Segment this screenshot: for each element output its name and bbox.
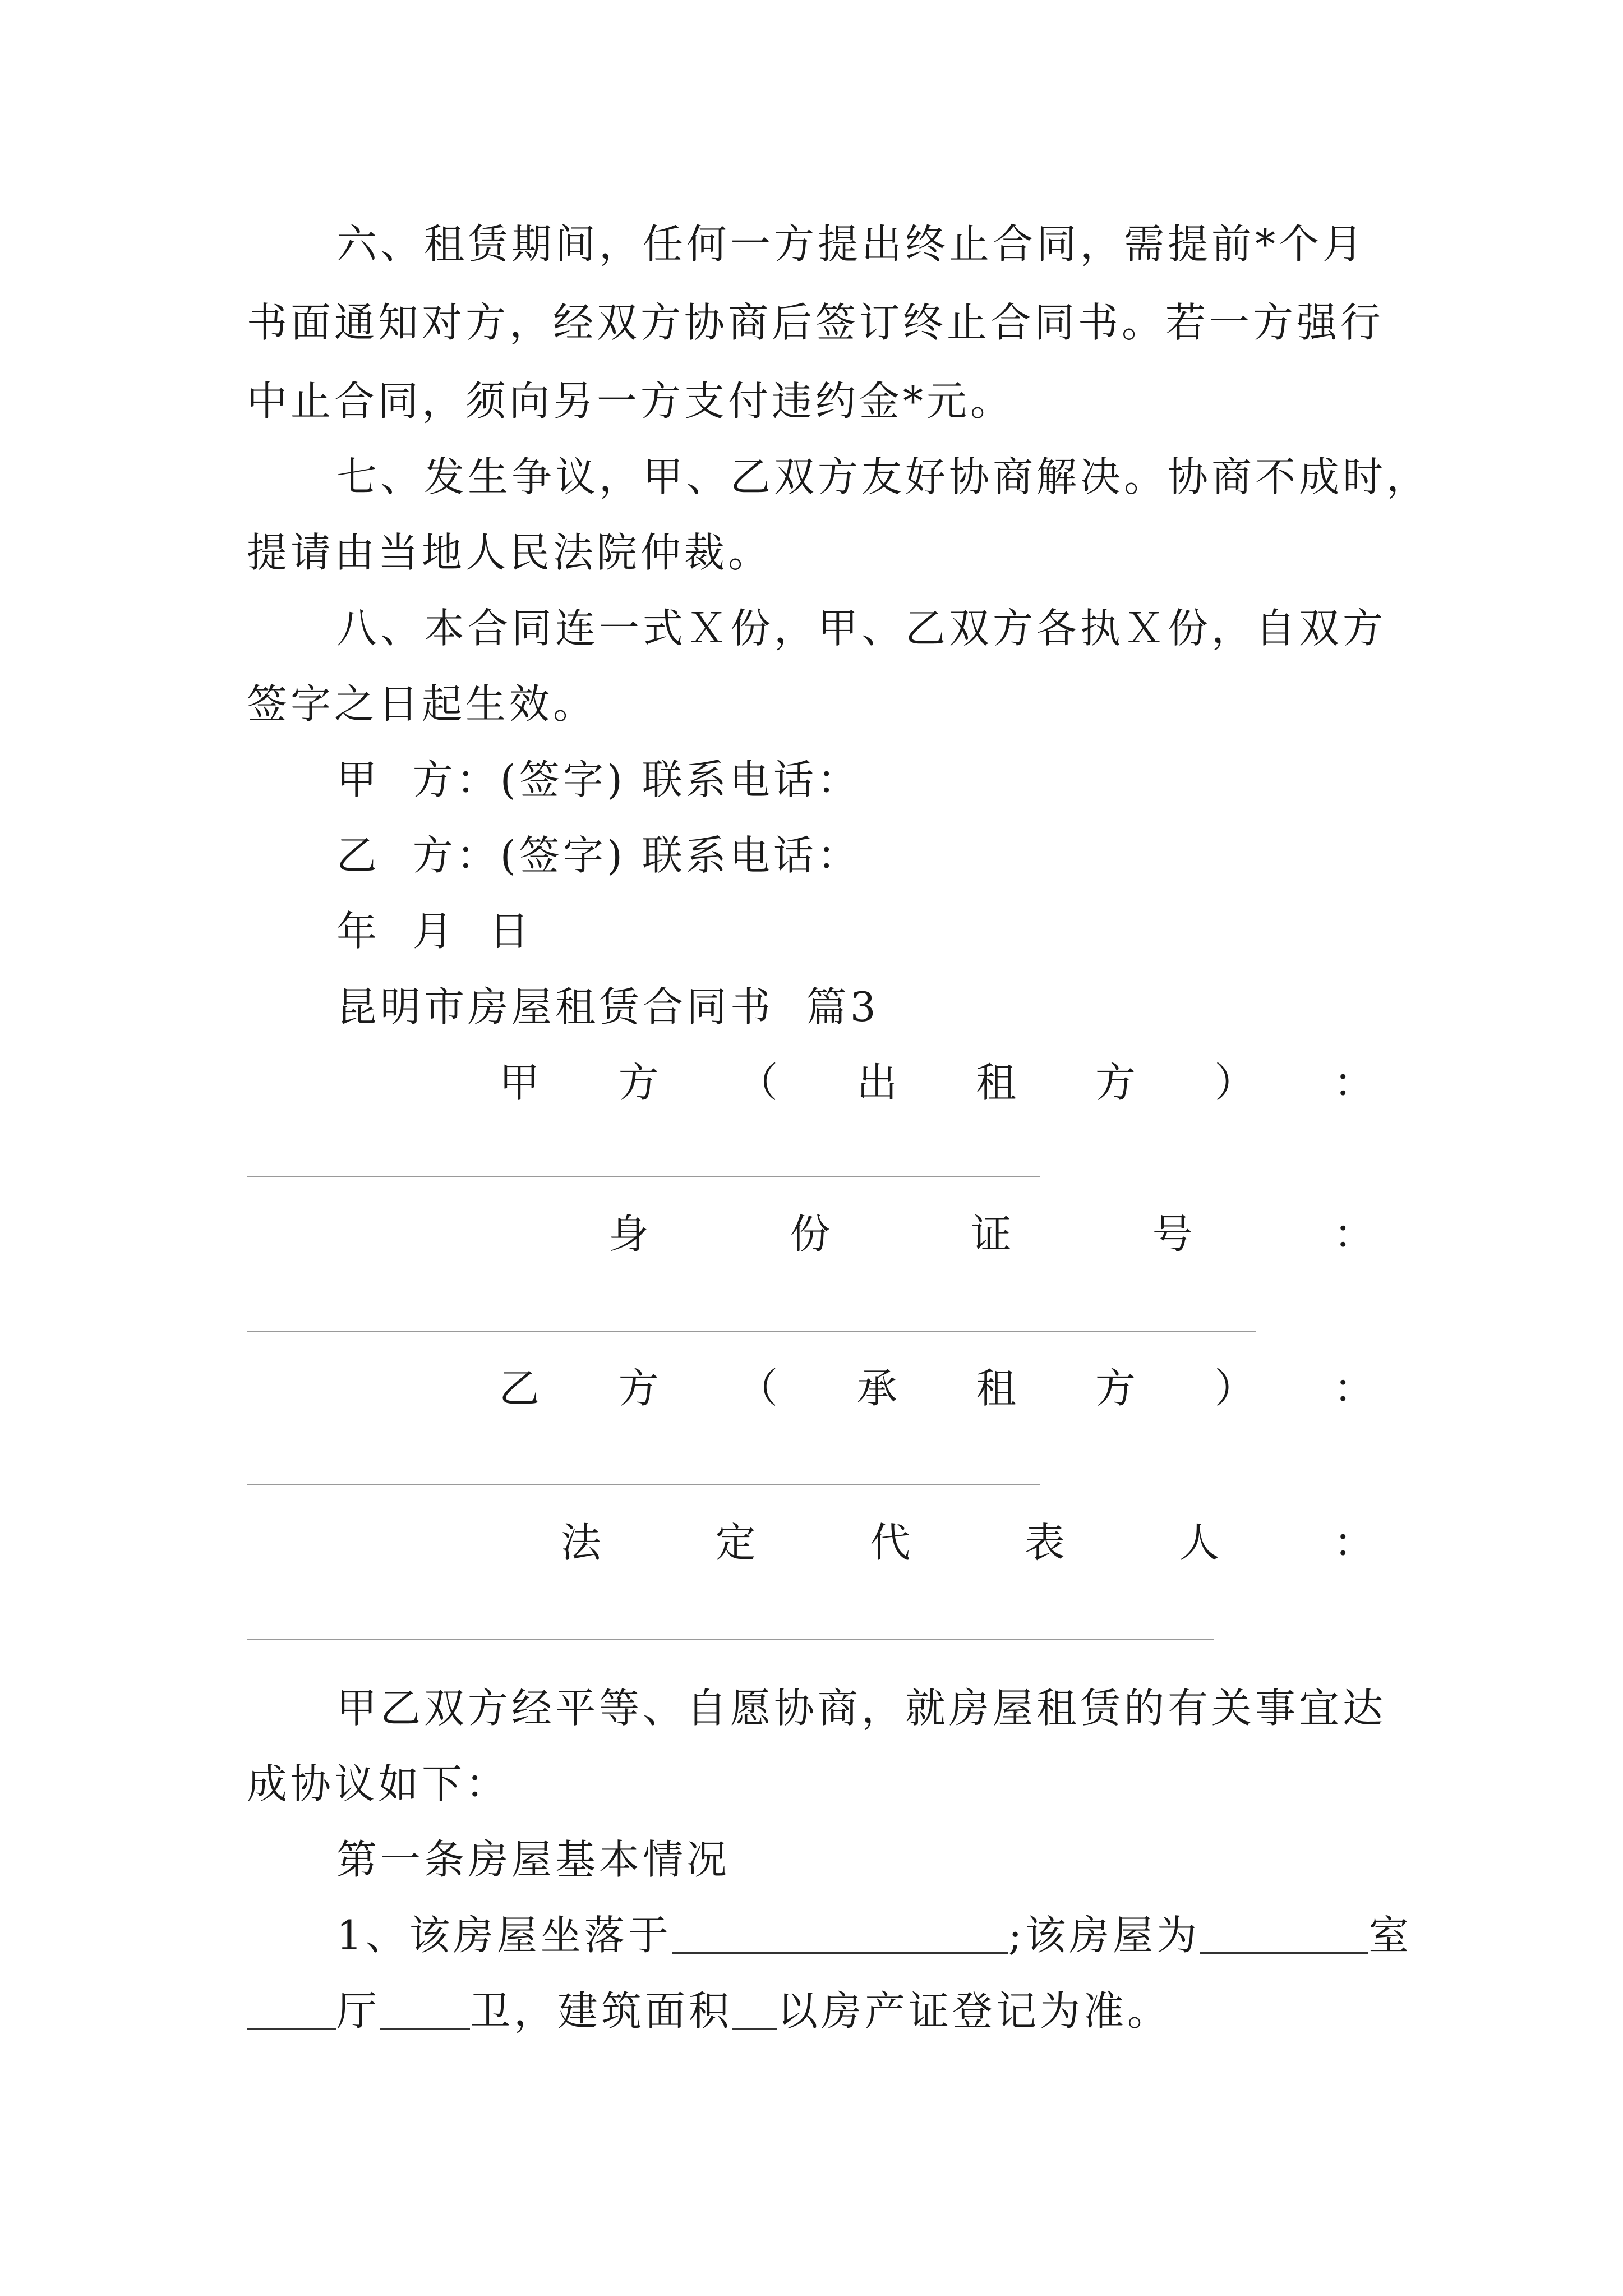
lessor-char-5: 租 — [976, 1059, 1017, 1106]
lessee-char-5: 租 — [976, 1365, 1017, 1412]
lessor-char-8: ： — [1333, 1059, 1374, 1106]
clause7-line1: 七、发生争议，甲、乙双方友好协商解决。协商不成时， — [336, 453, 1431, 500]
lessee-field-label — [499, 1360, 1374, 1416]
lessee-char-2: 方 — [618, 1365, 659, 1412]
lessor-char-3: （ — [737, 1059, 778, 1106]
article1-item1-line2 — [247, 1983, 1380, 2039]
baths-blank[interactable] — [380, 1987, 470, 2030]
lessee-char-3: （ — [737, 1365, 778, 1412]
rooms-blank[interactable] — [1200, 1912, 1368, 1954]
legal-rep-char-5: 人 — [1179, 1519, 1220, 1566]
legal-rep-char-1: 法 — [561, 1519, 602, 1566]
halls-blank[interactable] — [247, 1987, 336, 2030]
id-number-underline — [247, 1331, 1256, 1332]
legal-rep-field-label — [561, 1515, 1374, 1571]
clause7-line2: 提请由当地人民法院仲裁。 — [247, 529, 772, 576]
article1-cert-label: 以房产证登记为准。 — [777, 1987, 1172, 2035]
legal-rep-char-6: ： — [1333, 1519, 1374, 1566]
id-char-4: 号 — [1152, 1211, 1193, 1258]
signature-date: 年 月 日 — [336, 908, 533, 955]
intro-line1: 甲乙双方经平等、自愿协商，就房屋租赁的有关事宜达 — [336, 1685, 1387, 1732]
clause6-line1: 六、租赁期间，任何一方提出终止合同，需提前*个月 — [336, 220, 1367, 268]
intro-line2: 成协议如下： — [247, 1760, 510, 1807]
lessor-char-7: ） — [1214, 1059, 1255, 1106]
id-char-2: 份 — [790, 1211, 831, 1258]
lessee-char-4: 承 — [856, 1365, 897, 1412]
legal-rep-char-2: 定 — [715, 1519, 756, 1566]
id-char-5: ： — [1333, 1211, 1374, 1258]
lessee-char-1: 乙 — [499, 1365, 540, 1412]
id-char-3: 证 — [971, 1211, 1012, 1258]
lessee-char-6: 方 — [1095, 1365, 1136, 1412]
lessor-char-6: 方 — [1095, 1059, 1136, 1106]
article1-area-label: 卫，建筑面积 — [470, 1987, 733, 2035]
article1-heading: 第一条房屋基本情况 — [336, 1836, 731, 1883]
area-blank[interactable] — [732, 1987, 777, 2030]
clause8-line1: 八、本合同连一式Ｘ份，甲、乙双方各执Ｘ份，自双方 — [336, 605, 1387, 652]
lessor-underline — [247, 1176, 1040, 1177]
article1-item1-line1 — [336, 1907, 1413, 1963]
lessee-char-8: ： — [1333, 1365, 1374, 1412]
clause8-line2: 签字之日起生效。 — [247, 680, 597, 728]
legal-rep-char-3: 代 — [870, 1519, 911, 1566]
section-title: 昆明市房屋租赁合同书 篇3 — [336, 983, 879, 1030]
article1-location-label: 1、该房屋坐落于 — [336, 1912, 672, 1959]
lessor-char-2: 方 — [618, 1059, 659, 1106]
signature-party-a: 甲 方：(签字) 联系电话： — [336, 756, 861, 803]
article1-hall-label: 厅 — [336, 1987, 381, 2035]
lessee-underline — [247, 1484, 1040, 1485]
location-blank[interactable] — [672, 1912, 1008, 1954]
clause6-line3: 中止合同，须向另一方支付违约金*元。 — [247, 378, 1015, 425]
legal-rep-char-4: 表 — [1024, 1519, 1065, 1566]
id-number-field-label — [608, 1206, 1374, 1262]
lessor-field-label — [499, 1055, 1374, 1111]
clause6-line2: 书面通知对方，经双方协商后签订终止合同书。若一方强行 — [247, 299, 1385, 346]
lessee-char-7: ） — [1214, 1365, 1255, 1412]
signature-party-b: 乙 方：(签字) 联系电话： — [336, 832, 861, 879]
lessor-char-4: 出 — [856, 1059, 897, 1106]
lessor-char-1: 甲 — [499, 1059, 540, 1106]
legal-rep-underline — [247, 1639, 1214, 1640]
article1-room-label: 室 — [1368, 1912, 1413, 1959]
id-char-1: 身 — [608, 1211, 649, 1258]
article1-type-label: ;该房屋为 — [1008, 1912, 1201, 1959]
